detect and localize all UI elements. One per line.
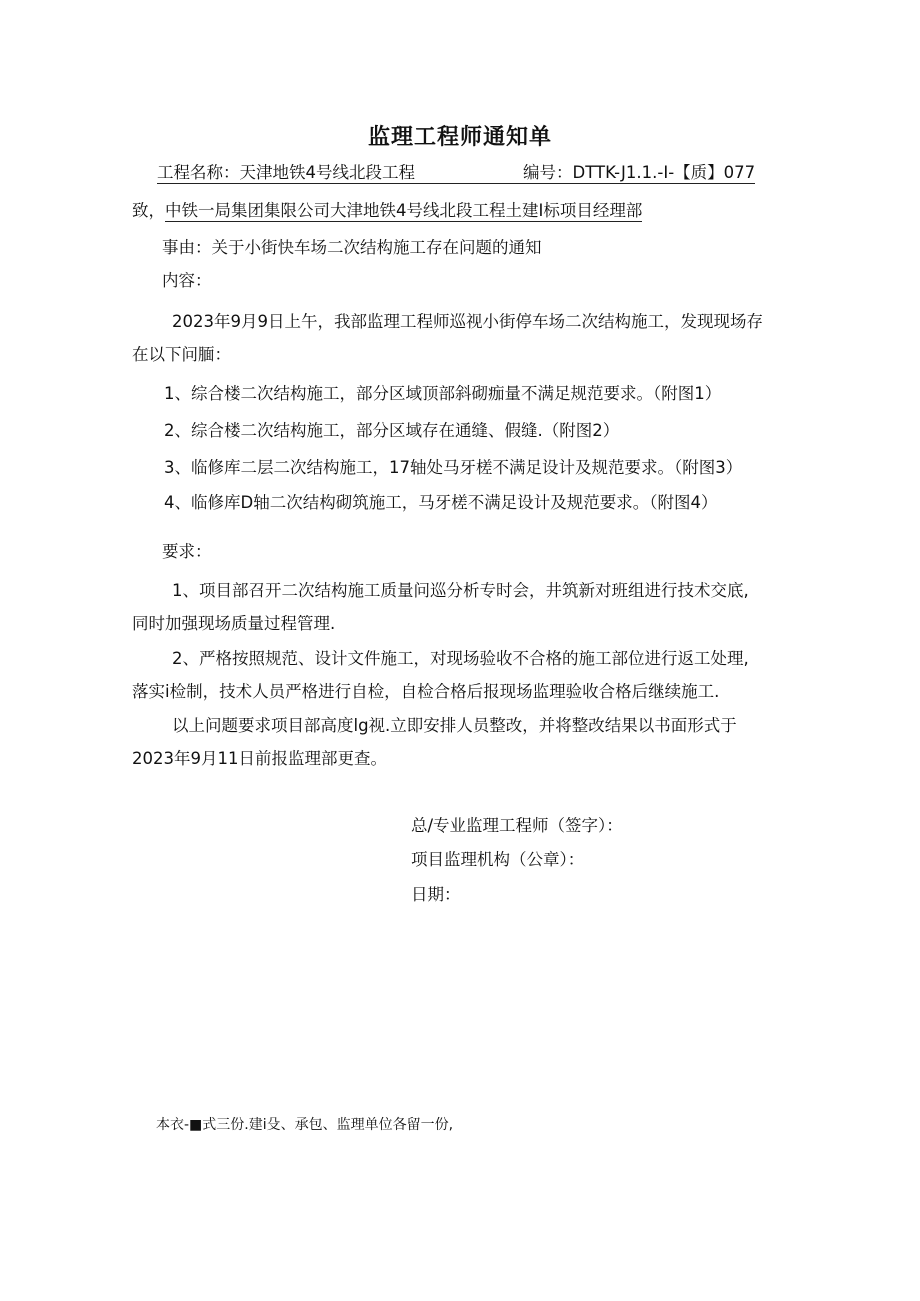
footer-note: 本衣-■式三份.建i殳、承包、监理单位各留一份, (156, 1117, 454, 1133)
date-label: 日期： (411, 885, 461, 904)
header-line (157, 162, 755, 184)
organization-seal-label: 项目监理机构（公章）： (411, 850, 585, 869)
project-name-value: 天津地铁4号线北段工程 (239, 163, 415, 182)
closing-line-1: 以上问题要求项目部高度lg视.立即安排人员整改，并将整改结果以书面形式于 (172, 716, 737, 735)
requirement-2-line-1: 2、严格按照规范、设计文件施工，对现场验收不合格的施工部位进行返工处理, (172, 649, 749, 668)
project-name-label: 工程名称： (157, 163, 240, 182)
closing-line-2: 2023年9月11日前报监理部更查。 (132, 749, 387, 768)
recipient-label: 致， (132, 201, 165, 220)
intro-line-1: 2023年9月9日上午，我部监理工程师巡视小街停车场二次结构施工，发现现场存 (172, 312, 763, 331)
intro-line-2: 在以下问腼： (132, 345, 231, 364)
requirement-2-line-2: 落实i检制，技术人员严格进行自检，自检合格后报现场监理验收合格后继续施工. (132, 682, 720, 701)
issue-item: 1、综合楼二次结构施工，部分区域顶部斜砌痂量不满足规范要求。（附图1） (164, 384, 722, 403)
code-value: DTTK-J1.1.-I-【质】077 (572, 163, 756, 182)
engineer-signature-label: 总/专业监理工程师（签字）： (411, 816, 623, 835)
project-name-field (157, 163, 755, 184)
requirement-1-line-2: 同时加强现场质量过程管理. (132, 614, 336, 633)
content-label: 内容： (162, 271, 212, 290)
subject-line: 事由：关于小街快车场二次结构施工存在问题的通知 (162, 238, 542, 257)
recipient-line (132, 200, 642, 222)
document-title: 监理工程师通知单 (367, 125, 552, 150)
requirements-label: 要求： (162, 542, 212, 561)
issue-item: 3、临修库二层二次结构施工，17轴处马牙槎不满足设计及规范要求。（附图3） (164, 458, 743, 477)
issue-item: 2、综合楼二次结构施工，部分区域存在通缝、假缝.（附图2） (164, 421, 620, 440)
issue-item: 4、临修库D轴二次结构砌筑施工，马牙槎不满足设计及规范要求。（附图4） (164, 493, 718, 512)
requirement-1-line-1: 1、项目部召开二次结构施工质量问巡分析专时会，井筑新对班组进行技术交底, (172, 581, 749, 600)
code-label: 编号： (523, 163, 573, 182)
recipient-value: 中铁一局集团集限公司大津地铁4号线北段工程土建I标项目经理部 (165, 201, 643, 220)
